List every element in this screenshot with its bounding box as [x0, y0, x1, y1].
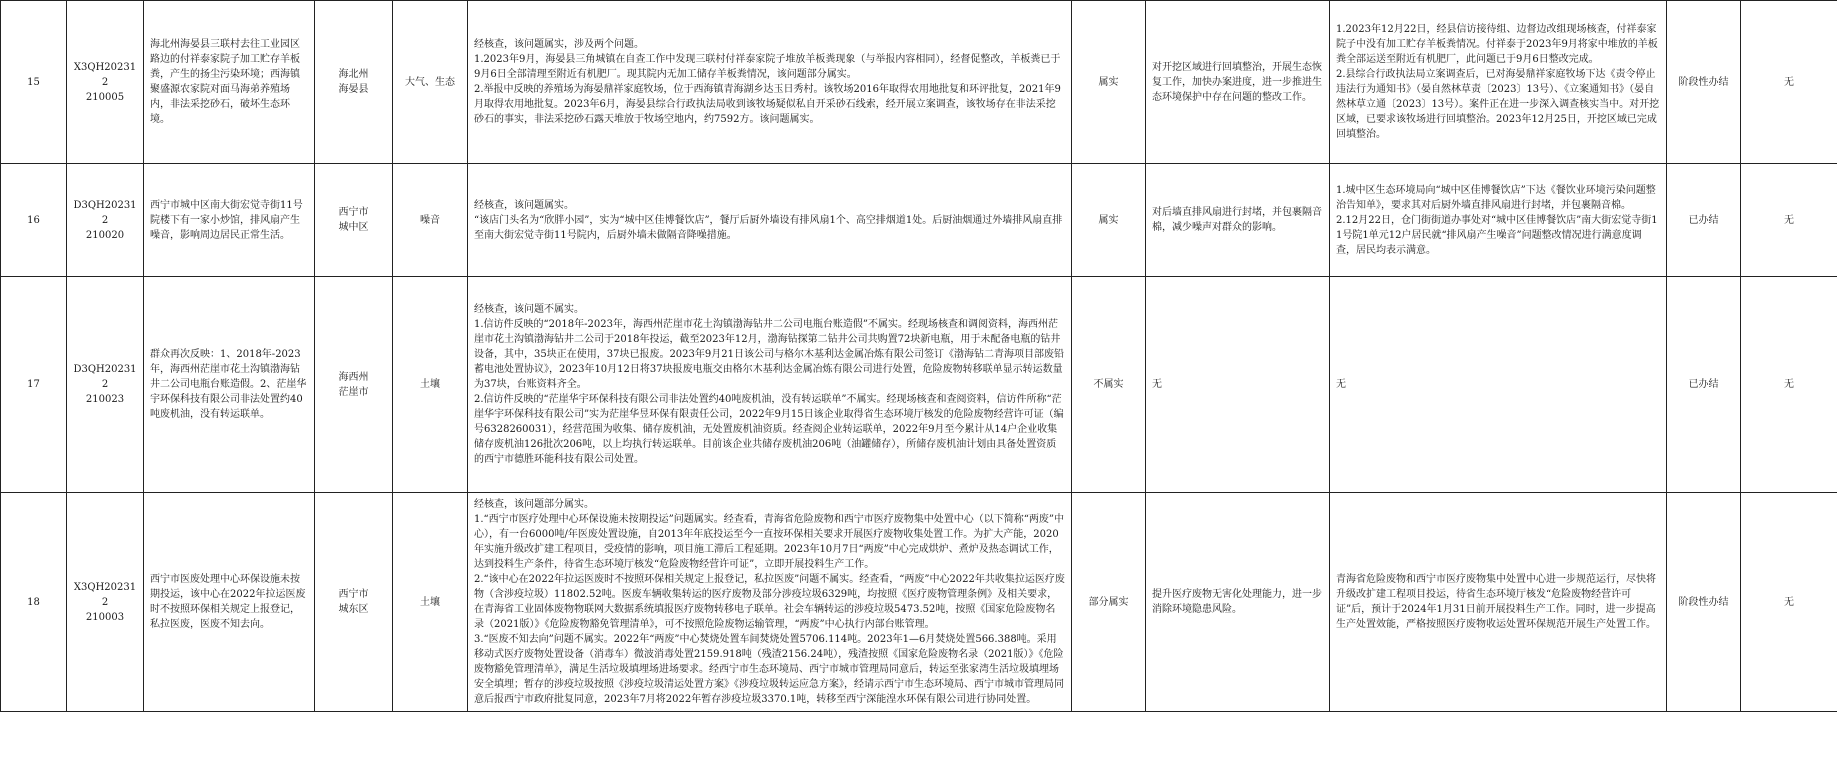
verification-detail-paragraph: 经核查，该问题部分属实。 — [474, 499, 594, 510]
case-code-cell: D3QH202312 210020 — [67, 164, 144, 277]
verification-detail-paragraph: 2.“该中心在2022年拉运医废时不按照环保相关规定上报登记，私拉医废”问题不属实。经查看，“两废”中心2022年共收集拉运医疗废物（含涉疫垃圾）11802.52吨。医废车辆收集转运的医疗废物及部分涉疫垃圾6329吨，均按照《医疗废物管理条例》及相关要求，在青海省工业固体废物物联网大数据系统填报医疗废物转移电子联单。社会车辆转运的涉疫垃圾5473.52吨，按照《国家危险废物名录（2021版）》《危险废物豁免管理清单》，可不按照危险废物运输管理，“两废”中心执行内部台账管理。 — [474, 574, 1065, 630]
rectification-measures-paragraph: 2.12月22日，仓门街街道办事处对“城中区佳博餐饮店”南大街宏觉寺街11号院1单元12户居民就“排风扇产生噪音”问题整改情况进行满意度调查，居民均表示满意。 — [1336, 214, 1658, 256]
verification-detail-paragraph: 2.举报中反映的养殖场为海晏鼎祥家庭牧场，位于西海镇青海湖乡达玉日秀村。该牧场2016年取得农用地批复和环评批复，2021年9月取得农用地批复。2023年6月，海晏县综合行政执法局收到该牧场疑似私自开采砂石线索，经开展立案调查，该牧场存在非法采挖砂石的事实，非法采挖砂石露天堆放于牧场空地内，约7592方。该问题属实。 — [474, 84, 1061, 125]
verification-result-cell: 部分属实 — [1072, 493, 1146, 712]
row-number-cell: 18 — [1, 493, 67, 712]
rectification-requirement-cell: 对后墙直排风扇进行封堵，并包裹隔音棉，减少噪声对群众的影响。 — [1146, 164, 1330, 277]
row-number-cell: 15 — [1, 1, 67, 164]
verification-detail-cell — [468, 493, 1072, 712]
accountability-cell: 无 — [1741, 277, 1837, 493]
verification-detail-paragraph: 经核查，该问题属实，涉及两个问题。 — [474, 39, 644, 50]
verification-detail-cell — [468, 164, 1072, 277]
verification-result-cell: 属实 — [1072, 164, 1146, 277]
administrative-area-cell: 海西州 茫崖市 — [315, 277, 393, 493]
administrative-area-cell: 海北州 海晏县 — [315, 1, 393, 164]
case-code-cell: X3QH202312 210005 — [67, 1, 144, 164]
rectification-measures-paragraph: 青海省危险废物和西宁市医疗废物集中处置中心进一步规范运行，尽快将升级改扩建工程项目投运，待省生态环境厅核发“危险废物经营许可证”后，预计于2024年1月31日前开展投料生产工作。同时，进一步提高生产处置效能，严格按照医疗废物收运处置环保规范开展生产处置工作。 — [1336, 574, 1656, 630]
rectification-measures-paragraph: 1.城中区生态环境局向“城中区佳博餐饮店”下达《餐饮业环境污染问题整治告知单》，要求其对后厨外墙直排风扇进行封堵，并包裹隔音棉。 — [1336, 184, 1656, 211]
accountability-cell: 无 — [1741, 1, 1837, 164]
case-code-cell: D3QH202312 210023 — [67, 277, 144, 493]
administrative-area-cell: 西宁市 城东区 — [315, 493, 393, 712]
rectification-measures-cell — [1330, 277, 1667, 493]
handling-status-cell: 已办结 — [1667, 277, 1741, 493]
handling-status-cell: 已办结 — [1667, 164, 1741, 277]
accountability-cell: 无 — [1741, 493, 1837, 712]
rectification-requirement-cell: 无 — [1146, 277, 1330, 493]
table-row — [1, 277, 1837, 493]
table-row — [1, 164, 1837, 277]
pollution-type-cell: 大气、生态 — [393, 1, 468, 164]
verification-detail-paragraph: 经核查，该问题不属实。 — [474, 304, 584, 315]
verification-result-cell: 属实 — [1072, 1, 1146, 164]
complaint-content-cell: 西宁市城中区南大街宏觉寺街11号院楼下有一家小炒馆，排风扇产生噪音，影响周边居民正常生活。 — [144, 164, 315, 277]
verification-detail-paragraph: 1.“西宁市医疗处理中心环保设施未按期投运”问题属实。经查看，青海省危险废物和西宁市医疗废物集中处置中心（以下简称“两废”中心），有一台6000吨/年医废处置设施，自2013年年底投运至今一直按环保相关要求开展医疗废物收集处置工作。为扩大产能，2020年实施升级改扩建工程项目，受疫情的影响，项目施工滞后工程延期。2023年10月7日“两废”中心完成烘炉、煮炉及热态调试工作，达到投料生产条件，待省生态环境厅核发“危险废物经营许可证”，立即开展投料生产工作。 — [474, 514, 1064, 570]
rectification-measures-cell — [1330, 493, 1667, 712]
row-number-cell: 17 — [1, 277, 67, 493]
row-number-cell: 16 — [1, 164, 67, 277]
verification-detail-paragraph: 2.信访件反映的“茫崖华宇环保科技有限公司非法处置约40吨废机油，没有转运联单”不属实。经现场核查和查阅资料，信访件所称“茫崖华宇环保科技有限公司”实为茫崖华昱环保有限责任公司，2022年9月15日该企业取得省生态环境厅核发的危险废物经营许可证（编号6328260031），经营范围为收集、储存废机油，无处置废机油资质。经查阅企业转运联单，2022年9月至今累计从14户企业收集储存废机油126批次206吨，以上均执行转运联单。目前该企业共储存废机油206吨（油罐储存），所储存废机油计划由具备处置资质的西宁市德胜环能科技有限公司处置。 — [474, 394, 1064, 465]
complaint-content-cell: 海北州海晏县三联村去往工业园区路边的付祥泰家院子加工贮存羊板粪，产生的扬尘污染环境；西海镇聚盛源农家院对面马海弟养殖场内，非法采挖砂石，破坏生态环境。 — [144, 1, 315, 164]
verification-detail-paragraph: 1.2023年9月，海晏县三角城镇在自查工作中发现三联村付祥泰家院子堆放羊板粪现象（与举报内容相同），经督促整改，羊板粪已于9月6日全部清理至附近有机肥厂。现其院内无加工储存羊板粪情况，该问题部分属实。 — [474, 54, 1061, 80]
handling-status-cell: 阶段性办结 — [1667, 493, 1741, 712]
pollution-type-cell: 噪音 — [393, 164, 468, 277]
rectification-requirement-cell: 提升医疗废物无害化处理能力，进一步消除环境隐患风险。 — [1146, 493, 1330, 712]
rectification-measures-paragraph: 1.2023年12月22日，经县信访接待组、边督边改组现场核查，付祥泰家院子中没有加工贮存羊板粪情况。付祥泰于2023年9月将家中堆放的羊板粪全部运送至附近有机肥厂，此问题已于9月6日整改完成。 — [1336, 24, 1658, 65]
case-code-cell: X3QH202312 210003 — [67, 493, 144, 712]
table-row — [1, 493, 1837, 712]
verification-detail-cell — [468, 1, 1072, 164]
handling-status-cell: 阶段性办结 — [1667, 1, 1741, 164]
verification-result-cell: 不属实 — [1072, 277, 1146, 493]
rectification-measures-cell — [1330, 164, 1667, 277]
rectification-measures-cell — [1330, 1, 1667, 164]
verification-detail-paragraph: 经核查，该问题属实。 — [474, 199, 574, 211]
pollution-type-cell: 土壤 — [393, 277, 468, 493]
complaint-content-cell: 群众再次反映：1、2018年-2023年，海西州茫崖市花土沟镇渤海钻井二公司电瓶台账造假。2、茫崖华宇环保科技有限公司非法处置约40吨废机油，没有转运联单。 — [144, 277, 315, 493]
verification-detail-paragraph: 3.“医废不知去向”问题不属实。2022年“两废”中心焚烧处置车间焚烧处置5706.114吨。2023年1—6月焚烧处置566.388吨。采用移动式医疗废物处置设备（消毒车）微波消毒处置2159.918吨（残渣2156.24吨），残渣按照《国家危险废物名录（2021版）》《危险废物豁免管理清单》，满足生活垃圾填埋场进场要求。经西宁市生态环境局、西宁市城市管理局同意后，转运至张家湾生活垃圾填埋场安全填埋；暂存的涉疫垃圾按照《涉疫垃圾清运处置方案》《涉疫垃圾转运应急方案》，经请示西宁市生态环境局、西宁市城市管理局同意后报西宁市政府批复同意，2023年7月将2022年暂存涉疫垃圾3370.1吨，转移至西宁深能湟水环保有限公司进行协同处置。 — [474, 634, 1064, 705]
table-body — [1, 1, 1837, 712]
rectification-measures-paragraph: 2.县综合行政执法局立案调查后，已对海晏鼎祥家庭牧场下达《责令停止违法行为通知书》（晏自然林草责〔2023〕13号）、《立案通知书》（晏自然林草立通〔2023〕13号）。案件正在进一步深入调查核实当中。对开挖区域，已要求该牧场进行回填整治。2023年12月25日，开挖区域已完成回填整治。 — [1336, 69, 1660, 140]
table-row — [1, 1, 1837, 164]
verification-detail-cell — [468, 277, 1072, 493]
verification-detail-paragraph: 1.信访件反映的“2018年-2023年，海西州茫崖市花土沟镇渤海钻井二公司电瓶台账造假”不属实。经现场核查和调阅资料，海西州茫崖市花土沟镇渤海钻井二公司于2018年投运，截至2023年12月，渤海钻探第二钻井公司共购置72块新电瓶，用于未配备电瓶的钻井设备，其中，35块正在使用，37块已报废。2023年9月21日该公司与格尔木基利达金属冶炼有限公司签订《渤海钻二青海项目部废铅蓄电池处置协议》，2023年10月12日将37块报废电瓶交由格尔木基利达金属冶炼有限公司进行处置，危险废物转移联单显示转运数量为37块，台账资料齐全。 — [474, 319, 1064, 390]
pollution-type-cell: 土壤 — [393, 493, 468, 712]
administrative-area-cell: 西宁市 城中区 — [315, 164, 393, 277]
complaint-content-cell: 西宁市医废处理中心环保设施未按期投运，该中心在2022年拉运医废时不按照环保相关规定上报登记，私拉医废，医废不知去向。 — [144, 493, 315, 712]
rectification-measures-paragraph: 无 — [1336, 379, 1346, 390]
rectification-requirement-cell: 对开挖区域进行回填整治，开展生态恢复工作，加快办案进度，进一步推进生态环境保护中存在问题的整改工作。 — [1146, 1, 1330, 164]
verification-detail-paragraph: “该店门头名为“欣胖小园”，实为“城中区佳博餐饮店”，餐厅后厨外墙设有排风扇1个、高空排烟道1处。后厨油烟通过外墙排风扇直排至南大街宏觉寺街11号院内，后厨外墙未做隔音降噪措施。 — [474, 214, 1063, 241]
accountability-cell: 无 — [1741, 164, 1837, 277]
